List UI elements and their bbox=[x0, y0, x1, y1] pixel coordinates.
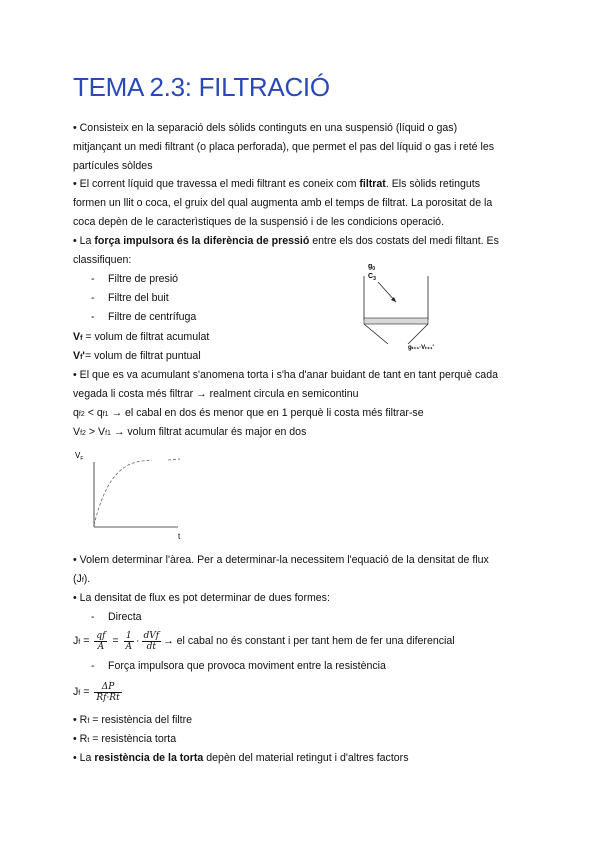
page-title: TEMA 2.3: FILTRACIÓ bbox=[73, 72, 330, 102]
p2-line3: coca depèn de le caracterìstiques de la suspensió i de les condicions operació. bbox=[73, 216, 445, 228]
list-item-centrifuge: Filtre de centrífuga bbox=[108, 311, 197, 323]
text: < q bbox=[84, 407, 103, 419]
text: → el cabal en dos és menor que en 1 perquè li costa més filtrar-se bbox=[108, 407, 424, 419]
p3-line1 bbox=[73, 235, 499, 248]
filter-diagram bbox=[358, 258, 448, 354]
p2-line2: formen un llit o coca, el gruix del qual augmenta amb el temps de filtrat. La porositat de la bbox=[73, 197, 493, 209]
p7-line3 bbox=[73, 752, 409, 765]
prime: ' bbox=[82, 350, 85, 362]
def-rt bbox=[73, 733, 176, 747]
p4-line4 bbox=[73, 426, 306, 440]
graph-xlabel: t bbox=[178, 532, 181, 540]
denominator: dt bbox=[146, 641, 157, 652]
volume-time-graph bbox=[72, 448, 202, 540]
denominator: Rf·Rt bbox=[96, 692, 120, 703]
fraction-qf-over-a bbox=[94, 631, 107, 652]
diagram-filter-medium bbox=[364, 318, 428, 324]
text: = resistència del filtre bbox=[89, 714, 193, 726]
p4-line2: vegada li costa més filtrar → realment circula en semicontinu bbox=[73, 388, 359, 400]
text: → el cabal no és constant i per tant hem de fer una diferencial bbox=[163, 635, 455, 647]
text: > V bbox=[85, 426, 106, 438]
symbol: V bbox=[73, 331, 81, 343]
fraction-dp-over-rf-rt bbox=[94, 682, 121, 703]
graph-curve bbox=[94, 460, 152, 525]
symbol: J bbox=[73, 686, 79, 698]
text: = resistència torta bbox=[89, 733, 177, 745]
dot: · bbox=[136, 635, 140, 647]
subscript: t bbox=[87, 737, 90, 744]
text: V bbox=[73, 426, 81, 438]
text: → volum filtrat acumular és major en dos bbox=[110, 426, 307, 438]
subscript: f1 bbox=[105, 430, 111, 437]
def-vf bbox=[73, 331, 209, 345]
graph-ylabel: $V_F$ bbox=[75, 451, 84, 462]
equals: = bbox=[80, 635, 93, 647]
p2-line1 bbox=[73, 178, 480, 191]
denominator: A bbox=[97, 641, 105, 652]
denominator: A bbox=[125, 641, 132, 652]
equals: = bbox=[109, 635, 122, 647]
numerator: ΔP bbox=[94, 682, 121, 693]
def-rf bbox=[73, 714, 192, 728]
numerator: dVf bbox=[143, 630, 160, 641]
diagram-funnel-left bbox=[364, 324, 388, 344]
list-dash: - bbox=[91, 292, 95, 304]
subscript: f2 bbox=[80, 430, 86, 437]
list-item-vacuum: Filtre del buit bbox=[108, 292, 169, 304]
numerator: 1 bbox=[124, 631, 135, 642]
text: depèn del material retingut i d'altres factors bbox=[203, 752, 409, 764]
list-dash: - bbox=[91, 311, 95, 323]
list-item-force: Força impulsora que provoca moviment entre la resistència bbox=[108, 660, 386, 672]
text: • El corrent líquid que travessa el medi filtrant es coneix com bbox=[73, 178, 360, 190]
text: . Els sòlids retinguts bbox=[385, 178, 481, 190]
fraction-dvf-over-dt bbox=[142, 631, 162, 652]
p4-line1: • El que es va acumulant s'anomena torta i s'ha d'anar buidant de tant en tant perquè cada bbox=[73, 369, 498, 381]
list-dash: - bbox=[91, 660, 95, 672]
subscript: f bbox=[80, 354, 83, 361]
text: • La bbox=[73, 752, 95, 764]
list-dash: - bbox=[91, 611, 95, 623]
symbol: J bbox=[73, 635, 79, 647]
def-vf-prime bbox=[73, 350, 201, 364]
text: entre els dos costats del medi filtant. Es bbox=[309, 235, 499, 247]
subscript: f bbox=[81, 577, 84, 584]
subscript: f bbox=[80, 335, 83, 342]
subscript: f1 bbox=[102, 411, 109, 418]
fraction-one-over-a bbox=[124, 631, 135, 652]
text: = volum de filtrat acumulat bbox=[82, 331, 210, 343]
bold-term-filtrat: filtrat bbox=[359, 178, 386, 190]
list-item-direct: Directa bbox=[108, 611, 142, 623]
text: • R bbox=[73, 733, 88, 745]
p1-line2: mitjançant un medi filtrant (o placa perforada), que permet el pas del líquid o gas i reté les bbox=[73, 141, 495, 153]
equation-flux-force bbox=[73, 677, 124, 709]
p3-line2: classifiquen: bbox=[73, 254, 132, 266]
p5-line2 bbox=[73, 573, 90, 587]
text: • R bbox=[73, 714, 88, 726]
diagram-label-bottom: gₜ₊₁·Vₜ₊₁' bbox=[408, 345, 434, 351]
diagram-funnel-right bbox=[408, 324, 428, 344]
text: • La bbox=[73, 235, 95, 247]
p6-line1: • La densitat de flux es pot determinar de dues formes: bbox=[73, 592, 330, 604]
text: (J bbox=[73, 573, 82, 585]
text: q bbox=[73, 407, 79, 419]
symbol: V bbox=[73, 350, 81, 362]
list-dash: - bbox=[91, 273, 95, 285]
subscript: f bbox=[78, 690, 81, 697]
list-item-pressure: Filtre de presió bbox=[108, 273, 179, 285]
p1-line3: partícules sòldes bbox=[73, 160, 153, 172]
diagram-label-c: $C_3$ bbox=[368, 273, 376, 282]
graph-curve-tail bbox=[168, 459, 180, 460]
numerator: qf bbox=[96, 630, 106, 641]
subscript: f2 bbox=[78, 411, 85, 418]
p4-line3 bbox=[73, 407, 424, 421]
text: = volum de filtrat puntual bbox=[84, 350, 201, 362]
bold-term-driving-force: força impulsora és la diferència de pressió bbox=[94, 235, 310, 247]
bold-term-cake-resistance: resistència de la torta bbox=[94, 752, 204, 764]
subscript: f bbox=[78, 639, 81, 646]
p5-line1: • Volem determinar l'àrea. Per a determinar-la necessitem l'equació de la densitat de flux bbox=[73, 554, 489, 566]
equals: = bbox=[80, 686, 93, 698]
text: ). bbox=[83, 573, 91, 585]
subscript: f bbox=[87, 718, 90, 725]
diagram-label-g: $g_0$ bbox=[368, 263, 376, 272]
equation-flux-direct bbox=[73, 626, 455, 658]
p1-line1: • Consisteix en la separació dels sòlids continguts en una suspensió (líquid o gas) bbox=[73, 122, 458, 134]
